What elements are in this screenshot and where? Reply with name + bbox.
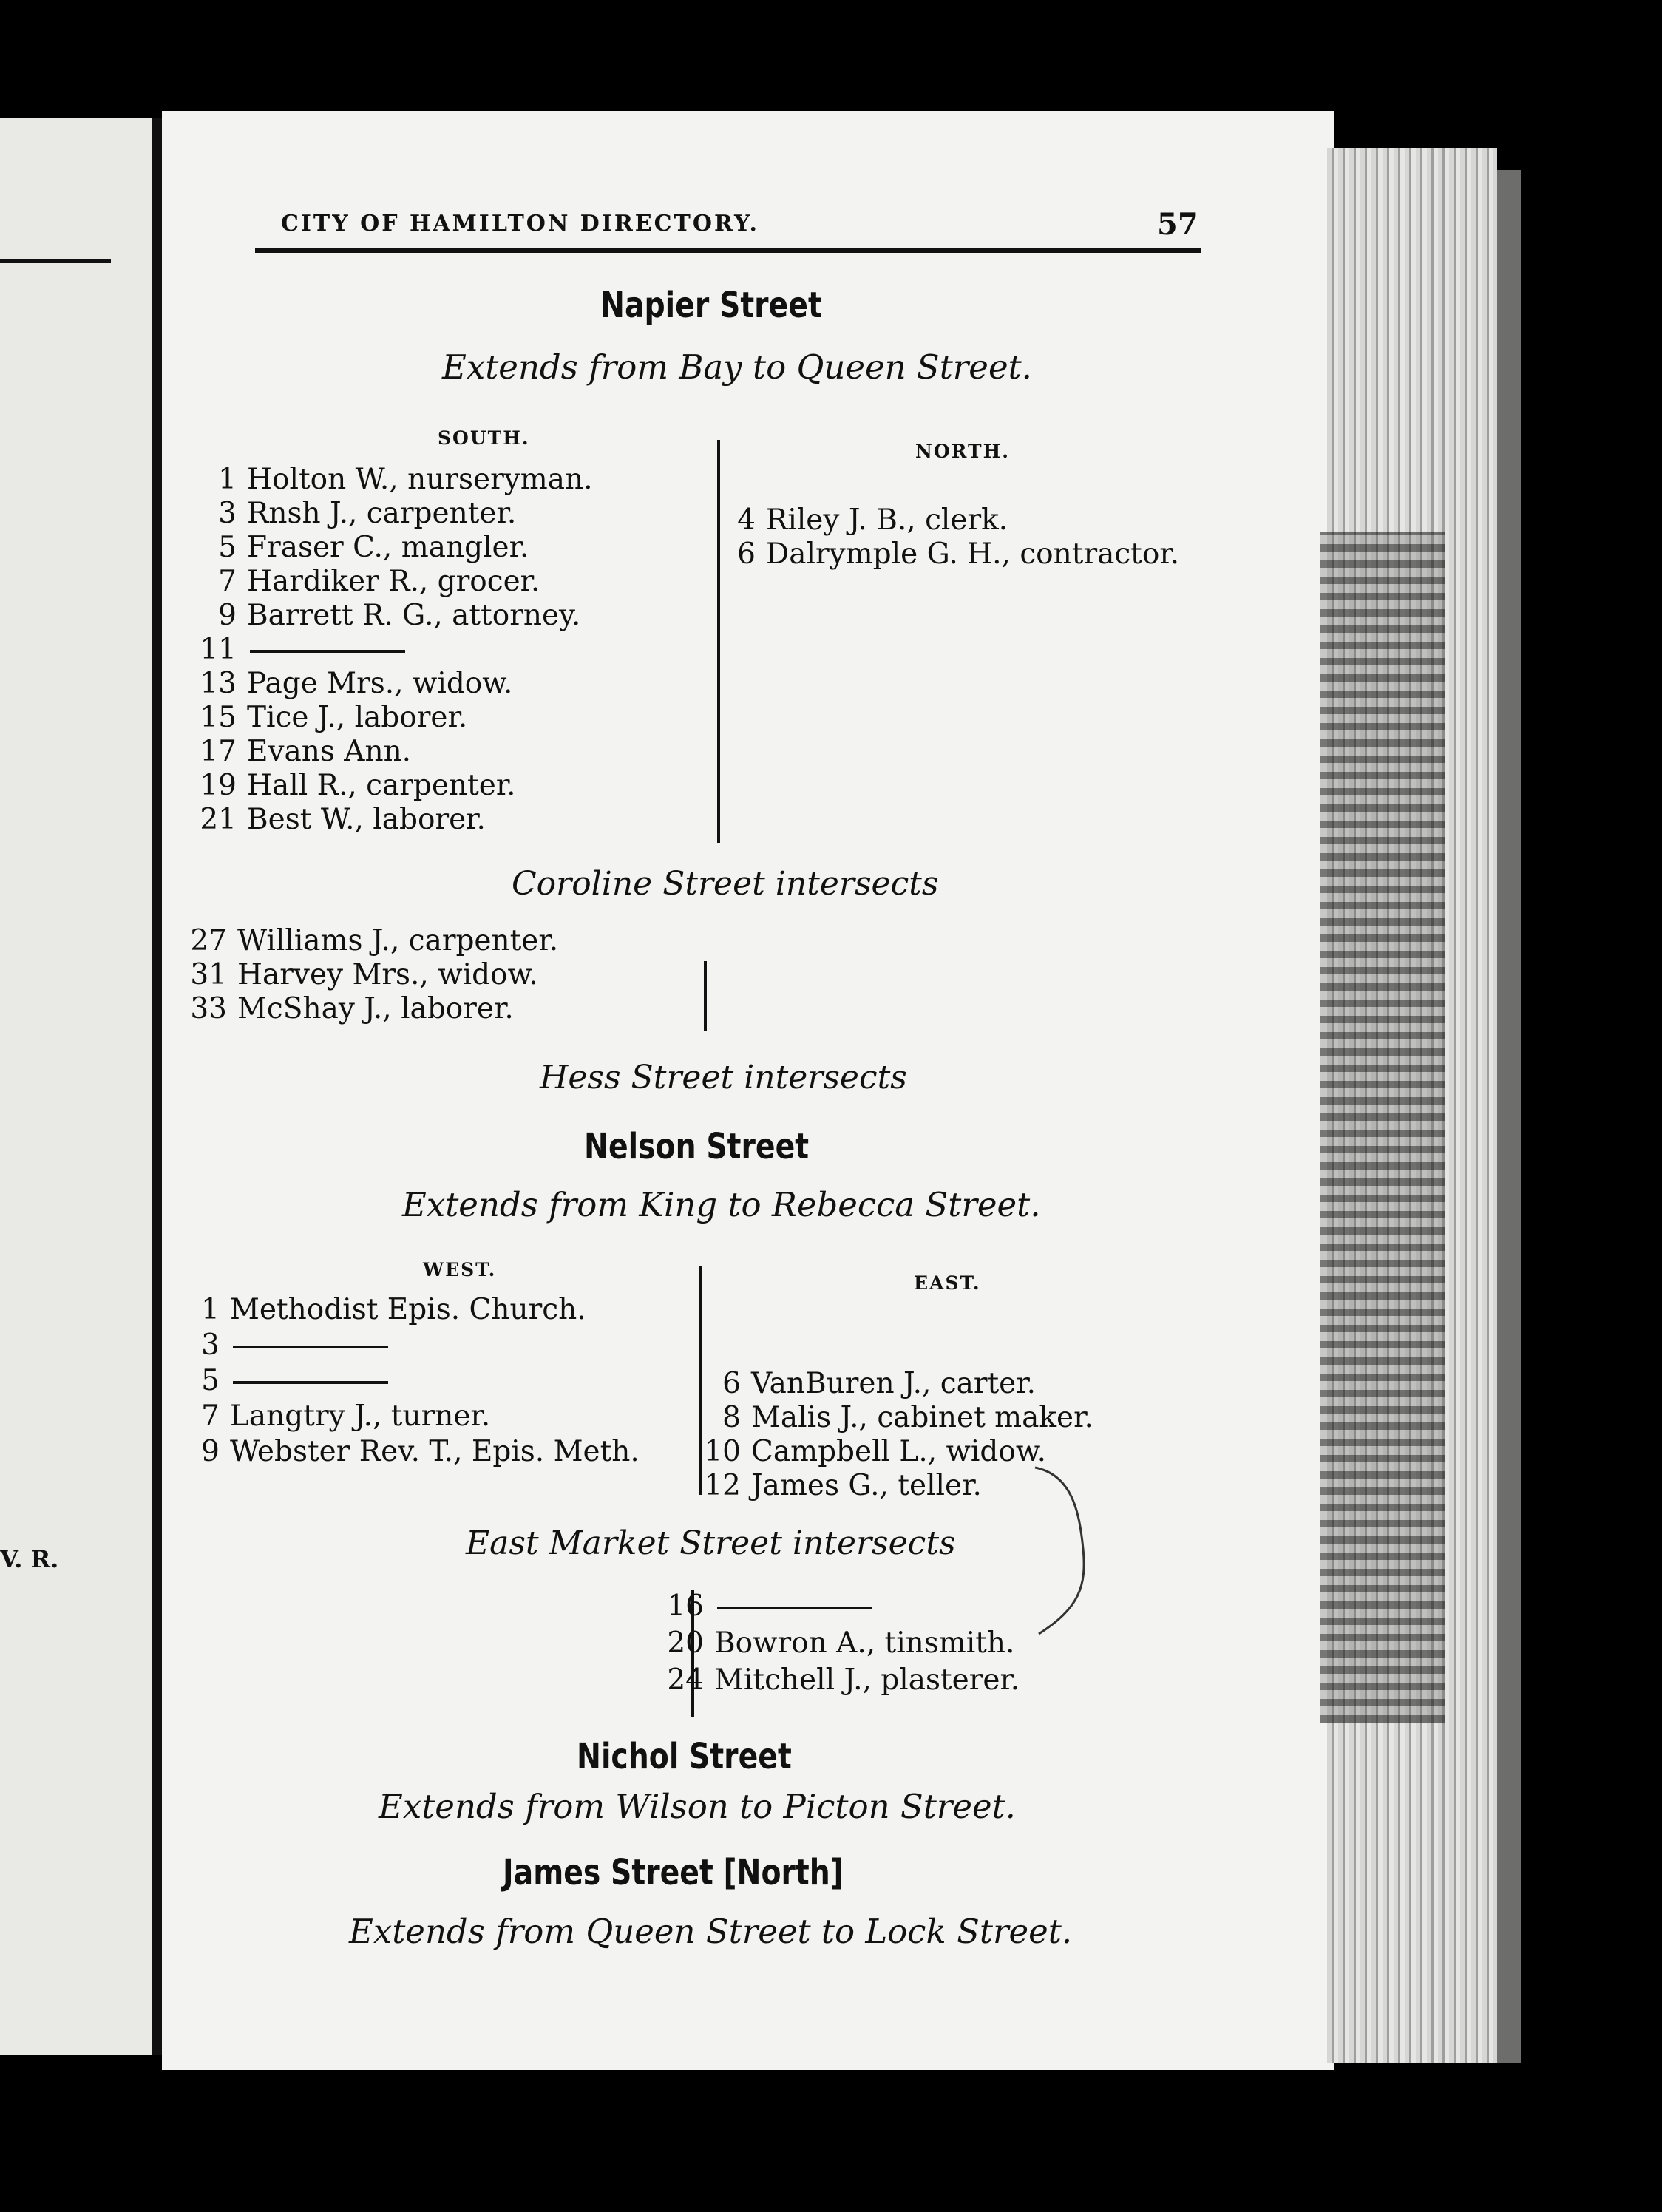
directory-entry (181, 992, 558, 1026)
house-number: 27 (190, 924, 227, 957)
book-spine (152, 118, 162, 2055)
nelson-west-label: WEST. (423, 1259, 497, 1280)
vacant-dash (233, 1381, 388, 1384)
nelson-east-list-2 (658, 1588, 1020, 1699)
header-rule (255, 248, 1201, 253)
house-number: 3 (218, 497, 237, 530)
resident-name: Barrett R. G., attorney. (247, 599, 581, 632)
resident-name: Dalrymple G. H., contractor. (766, 537, 1180, 571)
directory-entry (658, 1625, 1020, 1662)
house-number: 15 (200, 701, 237, 734)
house-number: 10 (704, 1435, 741, 1468)
house-number: 9 (218, 599, 237, 632)
house-number: 1 (218, 463, 237, 496)
page-number: 57 (1157, 207, 1198, 242)
house-number: 20 (667, 1626, 704, 1660)
directory-entry (191, 735, 593, 769)
directory-entry (191, 803, 593, 837)
directory-entry (658, 1588, 1020, 1625)
napier-intersect-2: Hess Street intersects (540, 1059, 907, 1096)
house-number: 4 (737, 503, 756, 537)
handwritten-bracket-mark (1020, 1460, 1109, 1645)
directory-entry (174, 1399, 640, 1434)
house-number: 21 (200, 803, 237, 836)
resident-name: VanBuren J., carter. (751, 1367, 1037, 1400)
directory-entry (191, 463, 593, 497)
resident-name: Mitchell J., plasterer. (714, 1663, 1020, 1697)
directory-entry (191, 531, 593, 565)
house-number: 31 (190, 958, 227, 991)
directory-entry (174, 1292, 640, 1328)
directory-entry (174, 1434, 640, 1470)
directory-entry (695, 1367, 1093, 1401)
nichol-street-title: Nichol Street (577, 1736, 792, 1777)
resident-name: Holton W., nurseryman. (247, 463, 593, 496)
directory-entry (695, 1401, 1093, 1435)
house-number: 6 (737, 537, 756, 571)
napier-street-title: Napier Street (600, 285, 822, 326)
napier-north-label: NORTH. (915, 441, 1010, 462)
james-street-title: James Street [North] (503, 1852, 844, 1893)
house-number: 24 (667, 1663, 704, 1697)
nichol-extends: Extends from Wilson to Picton Street. (379, 1787, 1016, 1826)
resident-name: Page Mrs., widow. (247, 667, 513, 700)
napier-south-list (191, 463, 593, 837)
resident-name: Fraser C., mangler. (247, 531, 529, 564)
resident-name: Malis J., cabinet maker. (751, 1401, 1093, 1434)
napier-north-list (710, 503, 1179, 571)
directory-entry (191, 667, 593, 701)
resident-name: Evans Ann. (247, 735, 412, 768)
napier-intersect-1: Coroline Street intersects (512, 865, 939, 903)
house-number: 7 (201, 1400, 220, 1433)
napier-south-label: SOUTH. (438, 427, 530, 449)
house-number: 19 (200, 769, 237, 802)
resident-name: Campbell L., widow. (751, 1435, 1046, 1468)
left-page-margin (0, 118, 159, 2055)
resident-name: Best W., laborer. (247, 803, 486, 836)
house-number: 3 (201, 1329, 220, 1362)
nelson-west-list (174, 1292, 640, 1470)
vacant-dash (233, 1346, 388, 1348)
resident-name: Bowron A., tinsmith. (714, 1626, 1015, 1660)
directory-entry (191, 769, 593, 803)
james-extends: Extends from Queen Street to Lock Street. (349, 1912, 1073, 1951)
resident-name: McShay J., laborer. (237, 992, 514, 1025)
directory-entry (710, 537, 1179, 571)
house-number: 12 (704, 1469, 741, 1502)
nelson-extends: Extends from King to Rebecca Street. (402, 1185, 1041, 1224)
house-number: 6 (722, 1367, 741, 1400)
directory-entry (191, 633, 593, 667)
resident-name: Hardiker R., grocer. (247, 565, 540, 598)
house-number: 5 (218, 531, 237, 564)
napier-column-divider-2 (704, 961, 707, 1031)
house-number: 13 (200, 667, 237, 700)
nelson-street-title: Nelson Street (584, 1126, 810, 1167)
napier-column-divider (717, 440, 720, 843)
resident-name: Tice J., laborer. (247, 701, 468, 734)
nelson-east-label: EAST. (914, 1272, 981, 1294)
left-page-rule (0, 259, 111, 263)
nelson-intersect: East Market Street intersects (466, 1524, 956, 1562)
resident-name: Williams J., carpenter. (237, 924, 559, 957)
book-cover-edge (1497, 170, 1521, 2063)
library-stamp-on-edge (1320, 532, 1445, 1723)
house-number: 17 (200, 735, 237, 768)
resident-name: James G., teller. (751, 1469, 982, 1502)
resident-name: Webster Rev. T., Epis. Meth. (230, 1435, 640, 1468)
directory-entry (191, 497, 593, 531)
directory-entry (191, 599, 593, 633)
house-number: 1 (201, 1293, 220, 1326)
directory-entry (191, 701, 593, 735)
vacant-dash (250, 650, 405, 653)
napier-south-list-2 (181, 924, 558, 1026)
directory-entry (191, 565, 593, 599)
directory-entry (710, 503, 1179, 537)
directory-entry (181, 924, 558, 958)
directory-entry (174, 1363, 640, 1399)
house-number: 7 (218, 565, 237, 598)
resident-name: Hall R., carpenter. (247, 769, 516, 802)
directory-entry (174, 1328, 640, 1363)
directory-entry (658, 1662, 1020, 1699)
directory-entry (181, 958, 558, 992)
resident-name: Langtry J., turner. (230, 1400, 491, 1433)
house-number: 5 (201, 1364, 220, 1397)
left-page-fragment: V. R. (0, 1545, 59, 1573)
napier-extends: Extends from Bay to Queen Street. (442, 347, 1032, 387)
house-number: 8 (722, 1401, 741, 1434)
vacant-dash (717, 1607, 872, 1609)
house-number: 11 (200, 633, 237, 666)
resident-name: Riley J. B., clerk. (766, 503, 1008, 537)
resident-name: Methodist Epis. Church. (230, 1293, 586, 1326)
resident-name: Harvey Mrs., widow. (237, 958, 538, 991)
running-title: CITY OF HAMILTON DIRECTORY. (281, 211, 759, 237)
house-number: 33 (190, 992, 227, 1025)
resident-name: Rnsh J., carpenter. (247, 497, 517, 530)
house-number: 16 (667, 1590, 704, 1623)
house-number: 9 (201, 1435, 220, 1468)
